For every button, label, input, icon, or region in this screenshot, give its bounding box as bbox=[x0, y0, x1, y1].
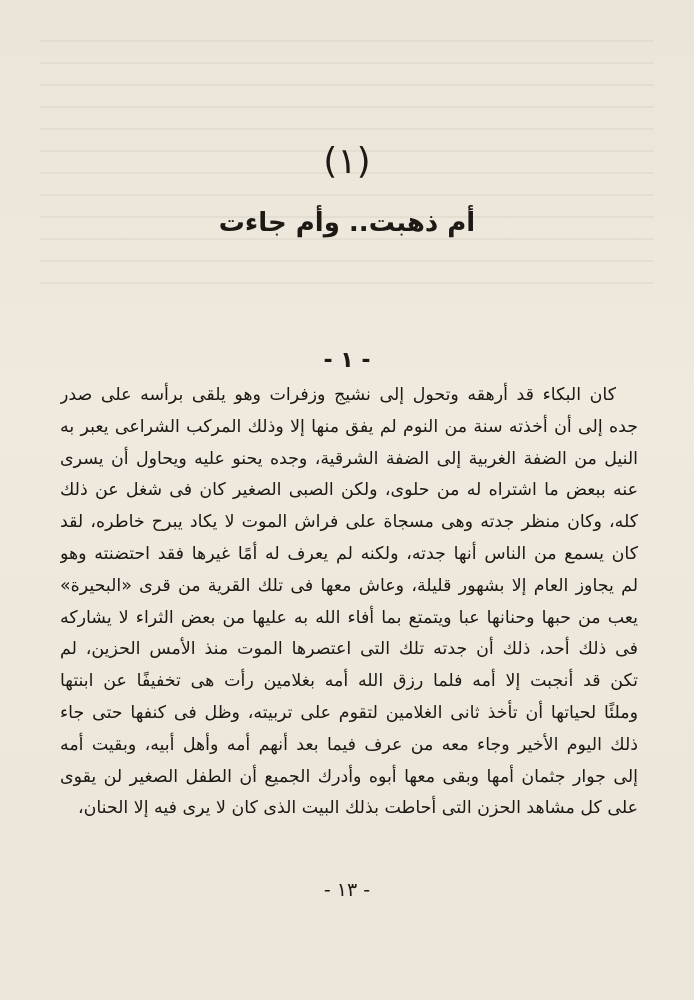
section-number: - ١ - bbox=[323, 348, 371, 373]
text-line: كان البكاء قد أرهقه وتحول إلى نشيج وزفرات وهو يلقى برأسه على صدر bbox=[60, 385, 616, 405]
text-line: لم يجاوز العام إلا بشهور قليلة، وعاش معها فى تلك القرية من قرى «البحيرة» bbox=[60, 575, 638, 596]
text-line: تكن قد أنجبت إلا أمه فلما رزق الله أمه بغلامين رأت هى تخفيفًا عن ابنتها bbox=[60, 671, 638, 692]
text-line: كان يسمع من الناس أنها جدته، ولكنه لم يعرف له أمًا غيرها فقد احتضنته وهو bbox=[60, 543, 638, 564]
text-line: فى ذلك أحد، ذلك أن جدته تلك التى اعتصرها الموت منذ الأمس الحزين، لم bbox=[60, 639, 638, 660]
text-line: النيل من الضفة الغربية إلى الضفة الشرقية، وجده يحنو عليه ويحاول أن يسرى bbox=[60, 448, 638, 469]
text-line: كله، وكان منظر جدته وهى مسجاة على فراش الموت لا يكاد يبرح خاطره، لقد bbox=[60, 512, 638, 533]
text-line: عنه ببعض ما اشتراه له من حلوى، ولكن الصبى الصغير كان فى شغل عن ذلك bbox=[60, 480, 638, 501]
chapter-title: أم ذهبت.. وأم جاءت bbox=[218, 208, 476, 238]
text-line: إلى جوار جثمان أمها وبقى معها أبوه وأدرك الجميع أن الطفل الصغير لن يقوى bbox=[60, 766, 638, 787]
body-paragraph bbox=[60, 380, 638, 825]
text-line: وملئًا لحياتها أن تأخذ ثانى الغلامين لتقوم على تربيته، وظل فى كنفها حتى جاء bbox=[60, 702, 638, 723]
text-line: ذلك اليوم الأخير وجاء معه من عرف فيما بعد أنهم أمه وأهل أبيه، وبقيت أمه bbox=[60, 734, 638, 755]
chapter-number: (١) bbox=[323, 141, 371, 182]
text-line: جده إلى أن أخذته سنة من النوم لم يفق منها إلا وذلك المركب الشراعى يعبر به bbox=[60, 416, 638, 437]
text-line: يعب من حبها وحنانها عبا ويتمتع بما أفاء الله به عليها من بعض الثراء لا يشاركه bbox=[60, 607, 638, 628]
text-line: على كل مشاهد الحزن التى أحاطت بذلك البيت الذى كان لا يرى فيه إلا الحنان، bbox=[77, 798, 638, 819]
page-number: - ١٣ - bbox=[323, 879, 371, 901]
